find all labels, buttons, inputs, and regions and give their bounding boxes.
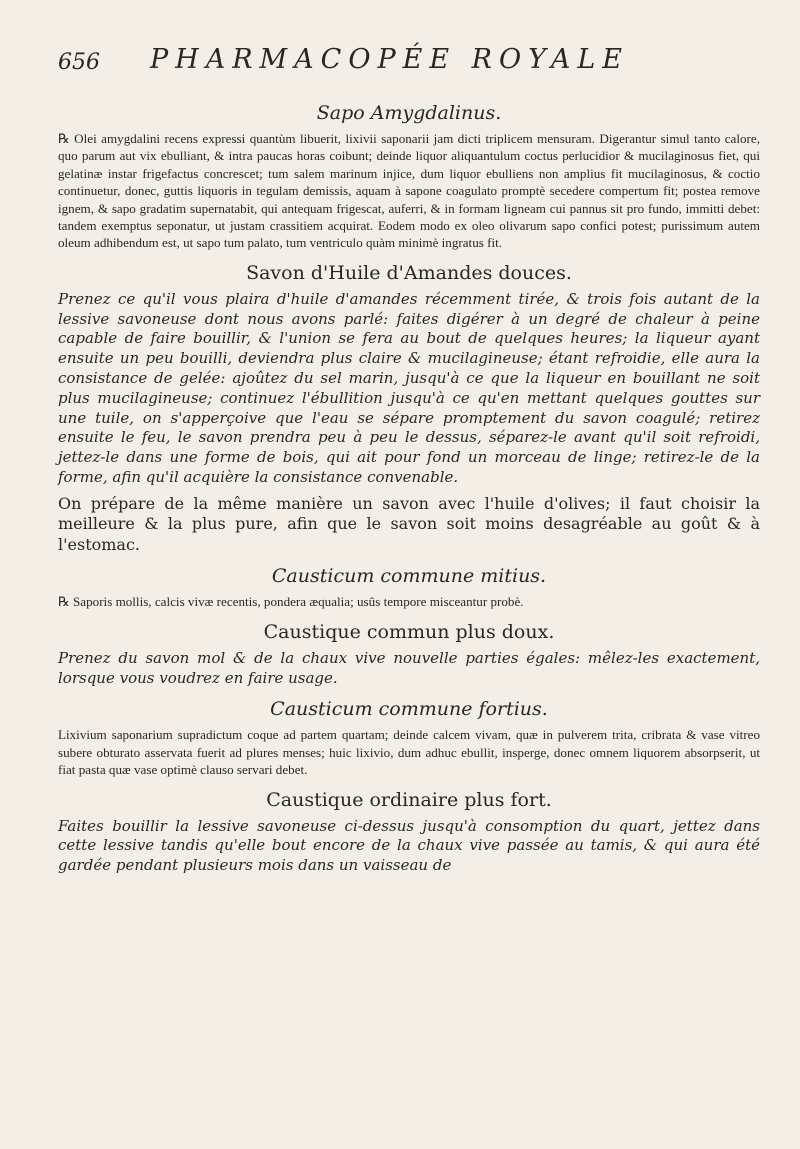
page-number: 656: [58, 50, 100, 75]
section-title: Causticum commune fortius.: [270, 698, 548, 721]
section-causticum-fortius: [58, 698, 760, 778]
section-causticum-mitius: [58, 565, 760, 610]
french-note: On prépare de la même manière un savon avec l'huile d'olives; il faut choisir la meilleure & la plus pure, afin que le savon soit moins desagréable au goût & à l'estomac.: [58, 493, 760, 554]
section-title: Savon d'Huile d'Amandes douces.: [246, 261, 572, 284]
latin-recipe: Lixivium saponarium supradictum coque ad partem quartam; deinde calcem vivam, quæ in pulverem trita, cribrata & vase vitreo subere obturato asservata fuerit ad plures menses; huic lixivio, dum adhuc ebullit, insperge, donec omnem liquorem absorpserit, ut fiat pasta quæ vase optimè clauso servari debet.: [58, 727, 760, 778]
running-header: [58, 44, 760, 84]
section-title: Sapo Amygdalinus.: [316, 102, 502, 124]
section-caustique-doux: [58, 621, 760, 689]
section-title: Caustique ordinaire plus fort.: [266, 788, 552, 811]
french-recipe: Prenez ce qu'il vous plaira d'huile d'amandes récemment tirée, & trois fois autant de la lessive savoneuse dont nous avons parlé: faites digérer à un degré de chaleur à peine capable de faire bouillir, & l'union se fera au bout de quelques heures; la liqueur ayant ensuite un peu bouilli, deviendra plus claire & mucilagineuse; étant refroidie, elle aura la consistance de gelée: ajoûtez du sel marin, jusqu'à ce que la liqueur en bouillant ne soit plus mucilagineuse; continuez l'ébullition jusqu'à ce qu'en mettant quelques gouttes sur une tuile, on s'apperçoive que l'eau se sépare promptement du savon coagulé; retirez ensuite le feu, le savon prendra peu à peu le dessus, séparez-le avant qu'il soit refroidi, jettez-le dans une forme de bois, qui ait pour fond un morceau de linge; retirez-le de la forme, afin qu'il acquière la consistance convenable.: [58, 289, 760, 487]
running-title: PHARMACOPÉE ROYALE: [150, 44, 629, 75]
latin-recipe: ℞ Saporis mollis, calcis vivæ recentis, pondera æqualia; usûs tempore misceantur probè.: [58, 594, 524, 610]
latin-recipe: ℞ Olei amygdalini recens expressi quantùm libuerit, lixivii saponarii jam dicti triplicem mensuram. Digerantur simul tanto calore, quo parum aut vix ebulliant, & intra paucas horas coibunt; deinde liquor aliquantulum coctus perlucidior & mucilaginosus fiet, qui gelatinæ instar frigefactus concrescet; tum salem marinum injice, dum liquor ebulliens non amplius fit mucilaginosus, & coctio continuetur, donec, guttis liquoris in tegulam demissis, aquam à sapone coagulato promptè secedere compertum fit; postea remove ignem, & sapo gradatim supernatabit, qui antequam frigescat, auferri, & in formam ligneam cui pannus sit pro fundo, immitti debet: tandem exemptus seponatur, ut justam crassitiem acquirat. Eodem modo ex oleo olivarum sapo confici potest; purissimum autem oleum adhibendum est, ut sapo tum palato, tum ventriculo quàm minimè ingratus fit.: [58, 131, 760, 251]
section-title: Caustique commun plus doux.: [263, 620, 555, 643]
section-sapo-amygdalinus: [58, 102, 760, 252]
french-recipe: Faites bouillir la lessive savoneuse ci-dessus jusqu'à consomption du quart, jettez dans cette lessive tandis qu'elle bout encore de la chaux vive passée au tamis, & qui aura été gardée pendant plusieurs mois dans un vaisseau de: [58, 816, 760, 875]
section-title: Causticum commune mitius.: [271, 565, 547, 588]
french-recipe: Prenez du savon mol & de la chaux vive nouvelle parties égales: mêlez-les exactement, lorsque vous voudrez en faire usage.: [58, 648, 760, 687]
section-caustique-fort: [58, 789, 760, 876]
section-savon-amandes: [58, 262, 760, 555]
